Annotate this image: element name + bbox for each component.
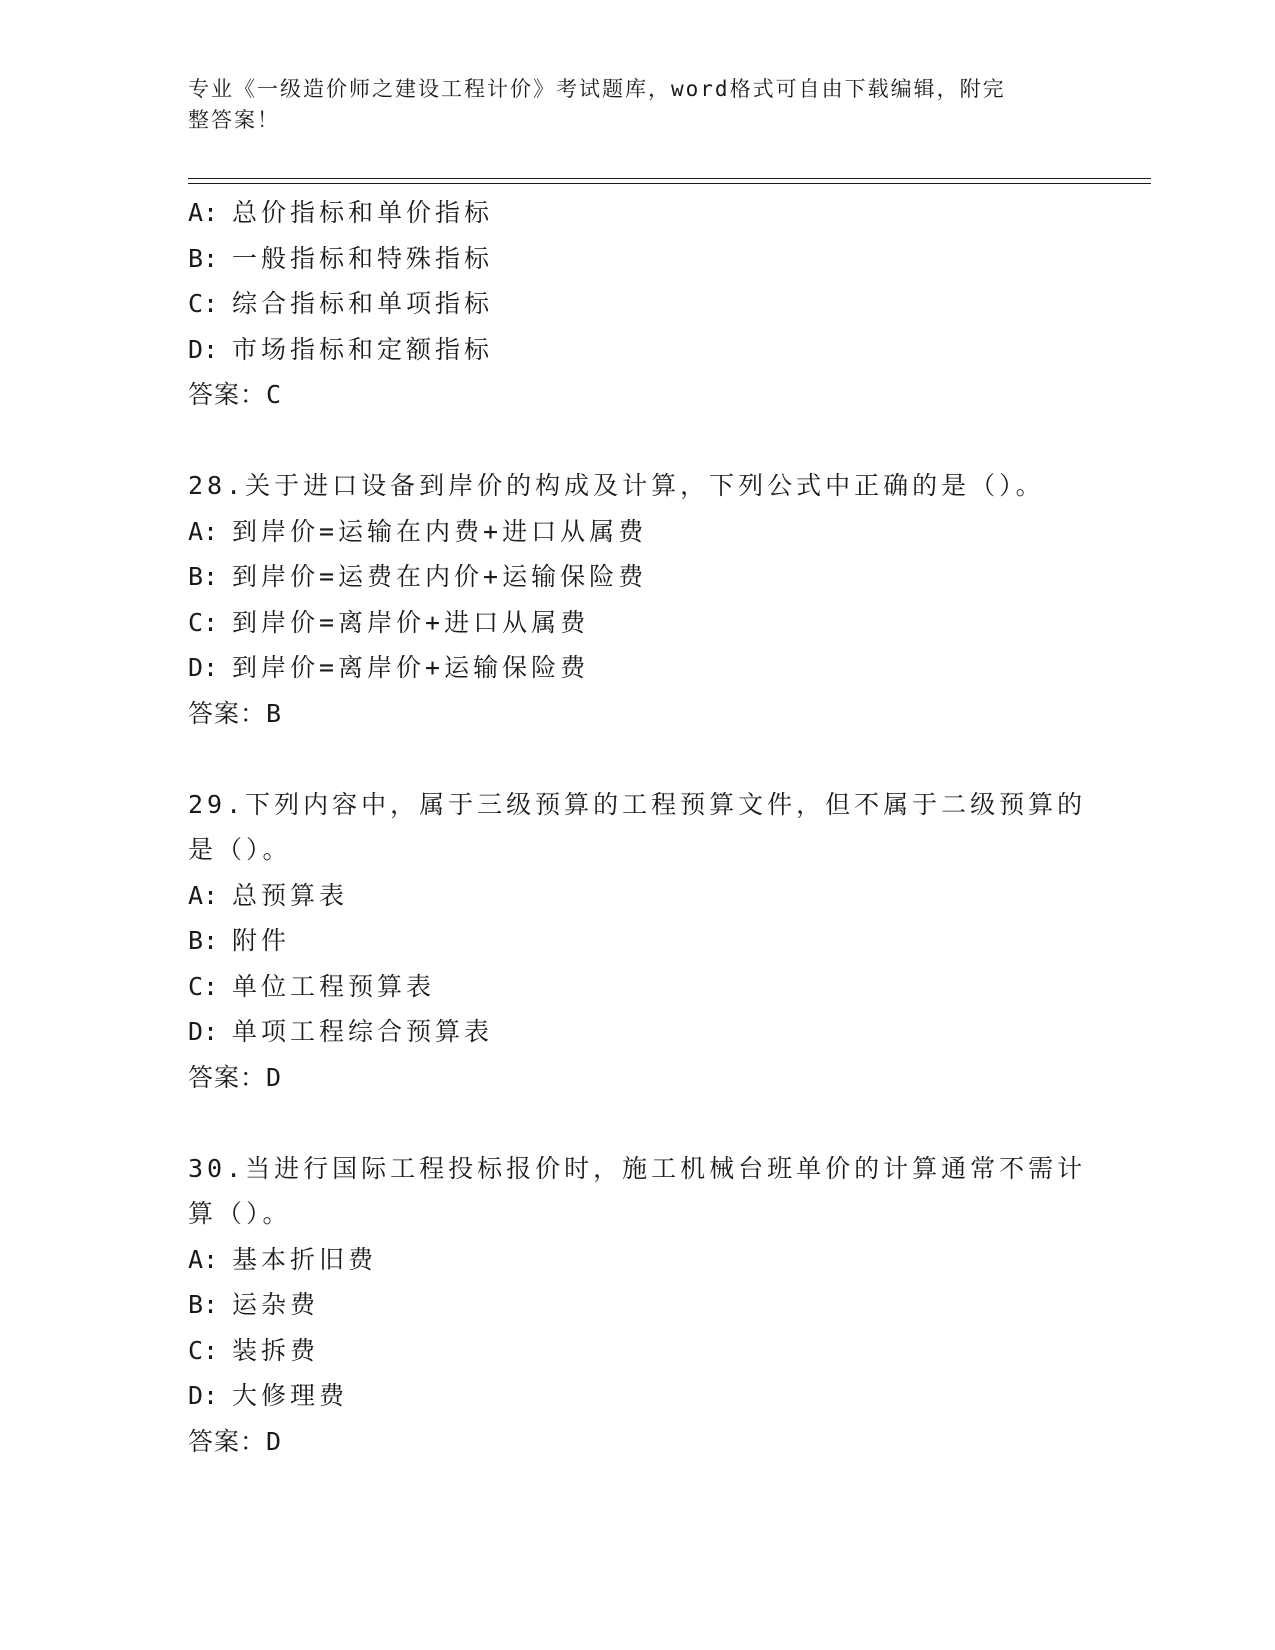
- option-c: C: 到岸价=离岸价+进口从属费: [188, 607, 590, 637]
- option-a: A: 到岸价=运输在内费+进口从属费: [188, 516, 648, 546]
- option-a: A: 总预算表: [188, 880, 349, 910]
- option-d: D: 市场指标和定额指标: [188, 334, 494, 364]
- option-b: B: 附件: [188, 926, 291, 955]
- option-a: A: 基本折旧费: [188, 1244, 378, 1274]
- option-d: D: 单项工程综合预算表: [188, 1017, 494, 1046]
- answer-line: 答案：D: [188, 1062, 283, 1092]
- header-divider-bottom: [188, 183, 1151, 184]
- header-line-1: 专业《一级造价师之建设工程计价》考试题库，word格式可自由下载编辑，附完: [188, 77, 1006, 101]
- spacer: [188, 736, 1088, 782]
- header-line-2: 整答案！: [188, 108, 280, 132]
- option-c: C: 单位工程预算表: [188, 971, 436, 1001]
- question-stem: 29.下列内容中，属于三级预算的工程预算文件，但不属于二级预算的 是（）。: [188, 789, 1087, 864]
- question-30: [188, 1146, 1088, 1465]
- option-b: B: 运杂费: [188, 1290, 320, 1319]
- header-divider-top: [188, 178, 1151, 179]
- question-29: [188, 782, 1088, 1101]
- question-list: [188, 190, 1088, 1464]
- option-c: C: 装拆费: [188, 1335, 320, 1365]
- question-27-options: [188, 190, 1088, 418]
- option-a: A: 总价指标和单价指标: [188, 198, 494, 227]
- question-stem: 28.关于进口设备到岸价的构成及计算，下列公式中正确的是（）。: [188, 471, 1045, 500]
- answer-line: 答案：D: [188, 1426, 283, 1456]
- option-c: C: 综合指标和单项指标: [188, 289, 494, 318]
- answer-line: 答案：B: [188, 698, 283, 728]
- option-b: B: 一般指标和特殊指标: [188, 243, 494, 273]
- question-stem: 30.当进行国际工程投标报价时，施工机械台班单价的计算通常不需计 算（）。: [188, 1153, 1087, 1228]
- spacer: [188, 418, 1088, 464]
- answer-line: 答案：C: [188, 380, 283, 409]
- option-b: B: 到岸价=运费在内价+运输保险费: [188, 562, 648, 591]
- option-d: D: 到岸价=离岸价+运输保险费: [188, 653, 590, 682]
- spacer: [188, 1100, 1088, 1146]
- question-28: [188, 463, 1088, 736]
- option-d: D: 大修理费: [188, 1381, 349, 1410]
- document-header: [188, 74, 1068, 136]
